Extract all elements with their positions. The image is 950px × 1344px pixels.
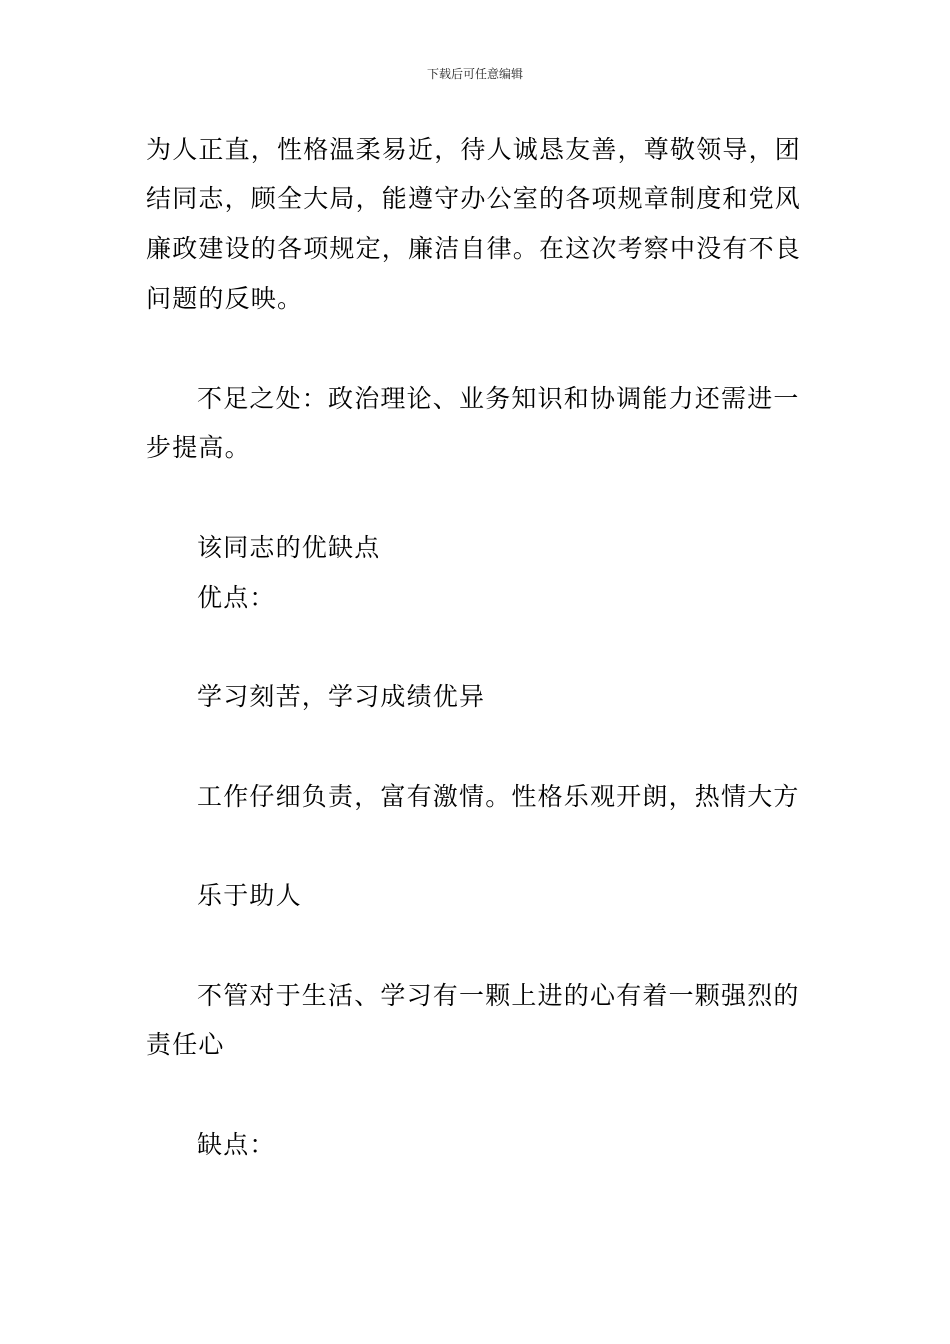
paragraph-2-line-1: 不足之处：政治理论、业务知识和协调能力还需进一 [197, 384, 800, 413]
pros-label: 优点： [197, 583, 276, 612]
section-title: 该同志的优缺点 [197, 533, 381, 562]
paragraph-1-line-2: 结同志，顾全大局，能遵守办公室的各项规章制度和党风 [146, 184, 802, 213]
paragraph-1-line-1: 为人正直，性格温柔易近，待人诚恳友善，尊敬领导，团 [146, 135, 802, 164]
pro-item-2: 工作仔细负责，富有激情。性格乐观开朗，热情大方 [197, 782, 800, 811]
pro-item-1: 学习刻苦，学习成绩优异 [197, 682, 486, 711]
paragraph-1-line-4: 问题的反映。 [146, 284, 304, 313]
paragraph-2-line-2: 步提高。 [146, 433, 251, 462]
pro-item-4-line-1: 不管对于生活、学习有一颗上进的心有着一颗强烈的 [197, 981, 800, 1010]
page-header: 下载后可任意编辑 [426, 67, 523, 81]
pro-item-4-line-2: 责任心 [146, 1030, 225, 1059]
paragraph-1-line-3: 廉政建设的各项规定，廉洁自律。在这次考察中没有不良 [146, 234, 802, 263]
pro-item-3: 乐于助人 [197, 881, 302, 910]
cons-label: 缺点： [197, 1130, 276, 1159]
